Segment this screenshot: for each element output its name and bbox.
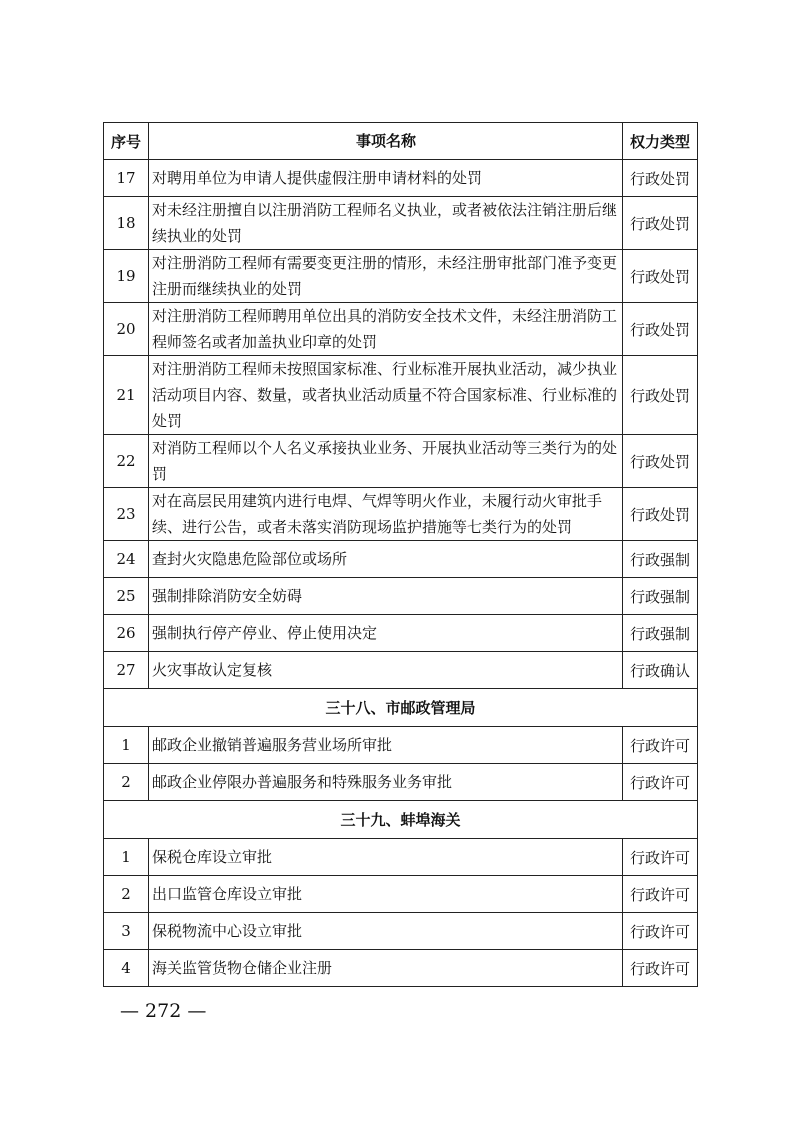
row-name: 查封火灾隐患危险部位或场所 <box>149 541 623 578</box>
row-num: 20 <box>104 303 149 356</box>
row-num: 17 <box>104 160 149 197</box>
row-num: 2 <box>104 876 149 913</box>
table-row <box>104 913 698 950</box>
header-num: 序号 <box>104 123 149 160</box>
row-type: 行政处罚 <box>623 435 698 488</box>
row-name: 强制执行停产停业、停止使用决定 <box>149 615 623 652</box>
row-name: 邮政企业撤销普遍服务营业场所审批 <box>149 727 623 764</box>
row-name: 对在高层民用建筑内进行电焊、气焊等明火作业，未履行动火审批手续、进行公告，或者未落实消防现场监护措施等七类行为的处罚 <box>149 488 623 541</box>
row-type: 行政处罚 <box>623 356 698 435</box>
row-name: 对未经注册擅自以注册消防工程师名义执业，或者被依法注销注册后继续执业的处罚 <box>149 197 623 250</box>
row-name: 海关监管货物仓储企业注册 <box>149 950 623 987</box>
table-row <box>104 197 698 250</box>
table-row <box>104 488 698 541</box>
row-name: 对消防工程师以个人名义承接执业业务、开展执业活动等三类行为的处罚 <box>149 435 623 488</box>
table-row <box>104 764 698 801</box>
table-row <box>104 541 698 578</box>
row-num: 2 <box>104 764 149 801</box>
row-num: 26 <box>104 615 149 652</box>
section-title: 三十八、市邮政管理局 <box>104 689 698 727</box>
row-type: 行政处罚 <box>623 303 698 356</box>
section-header-row <box>104 801 698 839</box>
row-name: 出口监管仓库设立审批 <box>149 876 623 913</box>
section-header-row <box>104 689 698 727</box>
table-row <box>104 578 698 615</box>
row-num: 24 <box>104 541 149 578</box>
header-type: 权力类型 <box>623 123 698 160</box>
row-num: 1 <box>104 727 149 764</box>
table-row <box>104 356 698 435</box>
row-num: 1 <box>104 839 149 876</box>
table-row <box>104 303 698 356</box>
row-num: 18 <box>104 197 149 250</box>
row-num: 19 <box>104 250 149 303</box>
row-num: 27 <box>104 652 149 689</box>
table-row <box>104 250 698 303</box>
row-name: 对聘用单位为申请人提供虚假注册申请材料的处罚 <box>149 160 623 197</box>
row-type: 行政许可 <box>623 913 698 950</box>
row-type: 行政许可 <box>623 839 698 876</box>
row-num: 4 <box>104 950 149 987</box>
table-row <box>104 435 698 488</box>
row-type: 行政强制 <box>623 615 698 652</box>
table-row <box>104 652 698 689</box>
page-number: — 272 — <box>120 1000 207 1022</box>
table-header-row <box>104 123 698 160</box>
table-row <box>104 876 698 913</box>
row-name: 强制排除消防安全妨碍 <box>149 578 623 615</box>
row-type: 行政许可 <box>623 876 698 913</box>
row-type: 行政处罚 <box>623 488 698 541</box>
table-row <box>104 160 698 197</box>
table-row <box>104 950 698 987</box>
row-type: 行政许可 <box>623 950 698 987</box>
table-row <box>104 615 698 652</box>
row-num: 22 <box>104 435 149 488</box>
row-type: 行政处罚 <box>623 250 698 303</box>
row-type: 行政确认 <box>623 652 698 689</box>
row-name: 火灾事故认定复核 <box>149 652 623 689</box>
row-type: 行政处罚 <box>623 160 698 197</box>
row-num: 21 <box>104 356 149 435</box>
row-name: 对注册消防工程师聘用单位出具的消防安全技术文件，未经注册消防工程师签名或者加盖执业印章的处罚 <box>149 303 623 356</box>
section-title: 三十九、蚌埠海关 <box>104 801 698 839</box>
header-name: 事项名称 <box>149 123 623 160</box>
table-row <box>104 727 698 764</box>
row-type: 行政强制 <box>623 541 698 578</box>
row-type: 行政强制 <box>623 578 698 615</box>
row-name: 邮政企业停限办普遍服务和特殊服务业务审批 <box>149 764 623 801</box>
power-list-table <box>103 122 698 987</box>
row-num: 25 <box>104 578 149 615</box>
row-num: 3 <box>104 913 149 950</box>
row-name: 保税仓库设立审批 <box>149 839 623 876</box>
row-name: 对注册消防工程师有需要变更注册的情形，未经注册审批部门准予变更注册而继续执业的处罚 <box>149 250 623 303</box>
table-row <box>104 839 698 876</box>
row-num: 23 <box>104 488 149 541</box>
row-type: 行政许可 <box>623 764 698 801</box>
row-name: 保税物流中心设立审批 <box>149 913 623 950</box>
row-type: 行政许可 <box>623 727 698 764</box>
row-name: 对注册消防工程师未按照国家标准、行业标准开展执业活动，减少执业活动项目内容、数量，或者执业活动质量不符合国家标准、行业标准的处罚 <box>149 356 623 435</box>
row-type: 行政处罚 <box>623 197 698 250</box>
